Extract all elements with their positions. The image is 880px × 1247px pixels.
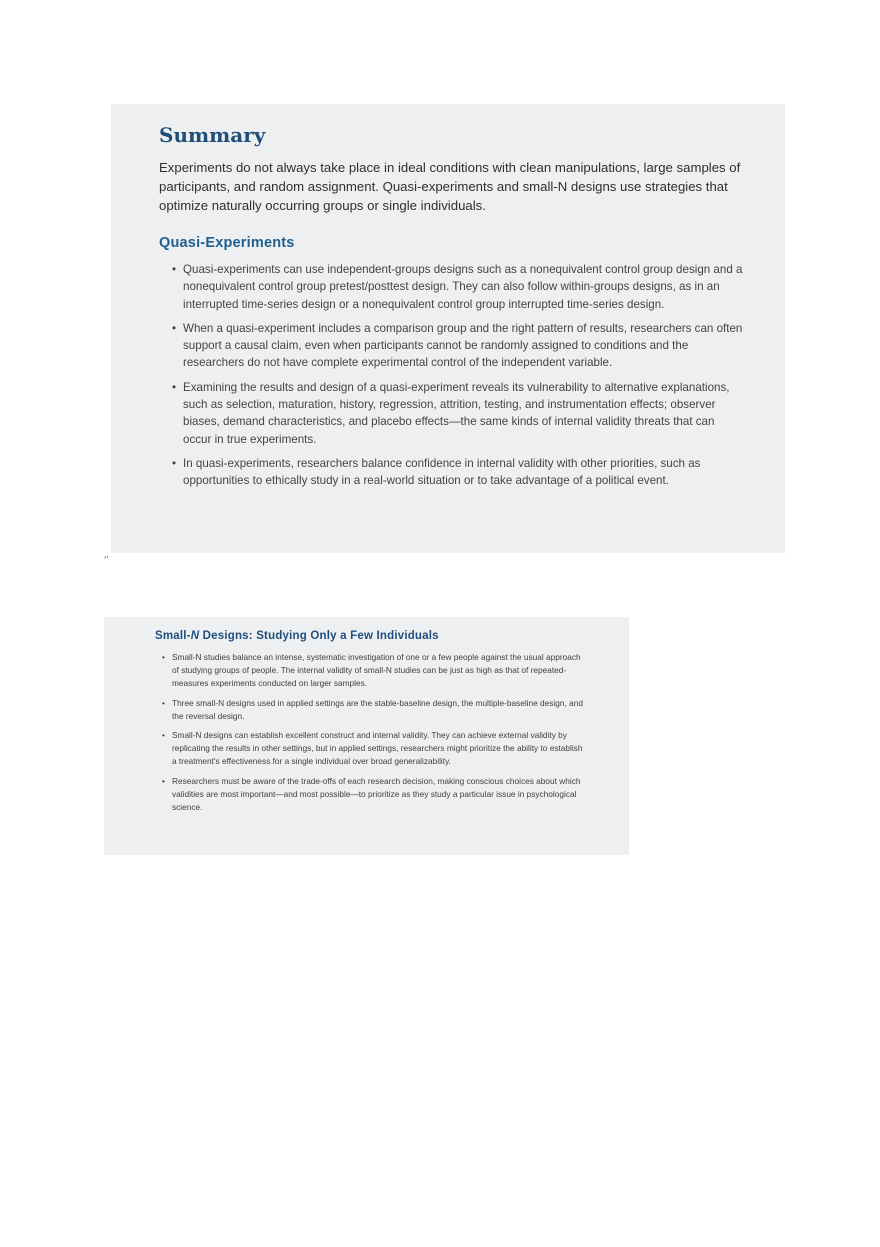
summary-title: Summary [159, 123, 266, 147]
list-item [159, 455, 745, 490]
bullet-icon: • [162, 730, 165, 741]
small-n-box [104, 617, 629, 855]
list-item-text: Small-N studies balance an intense, systematic investigation of one or a few people against the usual approach of studying groups of people. The internal validity of small-N studies can be just as high as that of repeated-measures experiments conducted on larger samples. [172, 652, 581, 689]
small-n-heading-pre: Small- [155, 630, 191, 642]
stray-quote-mark: ‘’ [104, 555, 109, 566]
list-item-text: When a quasi-experiment includes a comparison group and the right pattern of results, researchers can often support a causal claim, even when participants cannot be randomly assigned to conditions and the researchers do not have complete experimental control of the independent variable. [183, 321, 743, 370]
small-n-heading-n: N [190, 630, 200, 642]
bullet-icon: • [172, 456, 177, 470]
list-item [155, 651, 589, 691]
bullet-icon: • [162, 652, 165, 662]
bullet-icon: • [172, 380, 177, 394]
list-item [155, 697, 589, 723]
list-item [159, 261, 745, 313]
small-n-list [155, 651, 589, 814]
bullet-icon: • [162, 775, 165, 786]
list-item [155, 775, 589, 815]
small-n-heading-post: Designs: Studying Only a Few Individuals [199, 630, 439, 642]
list-item-text: Three small-N designs used in applied settings are the stable-baseline design, the multiple-baseline design, and the reversal design. [172, 697, 583, 721]
small-n-heading [155, 629, 589, 643]
list-item-text: Researchers must be aware of the trade-offs of each research decision, making conscious choices about which validities are most important—and most possible—to prioritize as they study a particular issue in psychological science. [172, 775, 581, 813]
bullet-icon: • [172, 321, 177, 335]
list-item-text: In quasi-experiments, researchers balance confidence in internal validity with other priorities, such as opportunities to ethically study in a real-world situation or to take advantage of a political event. [183, 456, 701, 488]
quasi-experiments-heading: Quasi-Experiments [159, 235, 295, 251]
summary-intro: Experiments do not always take place in ideal conditions with clean manipulations, large samples of participants, and random assignment. Quasi-experiments and small-N designs use strategies that optimize naturally occurring groups or single individuals. [159, 160, 741, 213]
list-item [155, 729, 589, 769]
list-item [159, 320, 745, 372]
list-item-text: Quasi-experiments can use independent-groups designs such as a nonequivalent control group design and a nonequivalent control group pretest/posttest design. They can also follow within-groups designs, as in an interrupted time-series design or a nonequivalent control group interrupted time-series design. [183, 263, 743, 311]
list-item-text: Examining the results and design of a quasi-experiment reveals its vulnerability to alternative explanations, such as selection, maturation, history, regression, attrition, testing, and instrumentation effects; observer biases, demand characteristics, and placebo effects—the same kinds of internal validity threats that can occur in true experiments. [183, 380, 730, 446]
list-item [159, 379, 745, 448]
summary-box [111, 104, 785, 553]
bullet-icon: • [162, 697, 165, 708]
list-item-text: Small-N designs can establish excellent construct and internal validity. They can achieve external validity by replicating the results in other settings, but in applied settings, researchers might prioritize the ability to establish a treatment's effectiveness for a single individual over broad generalizability. [172, 730, 583, 767]
bullet-icon: • [172, 263, 177, 276]
quasi-experiments-list [159, 261, 745, 490]
